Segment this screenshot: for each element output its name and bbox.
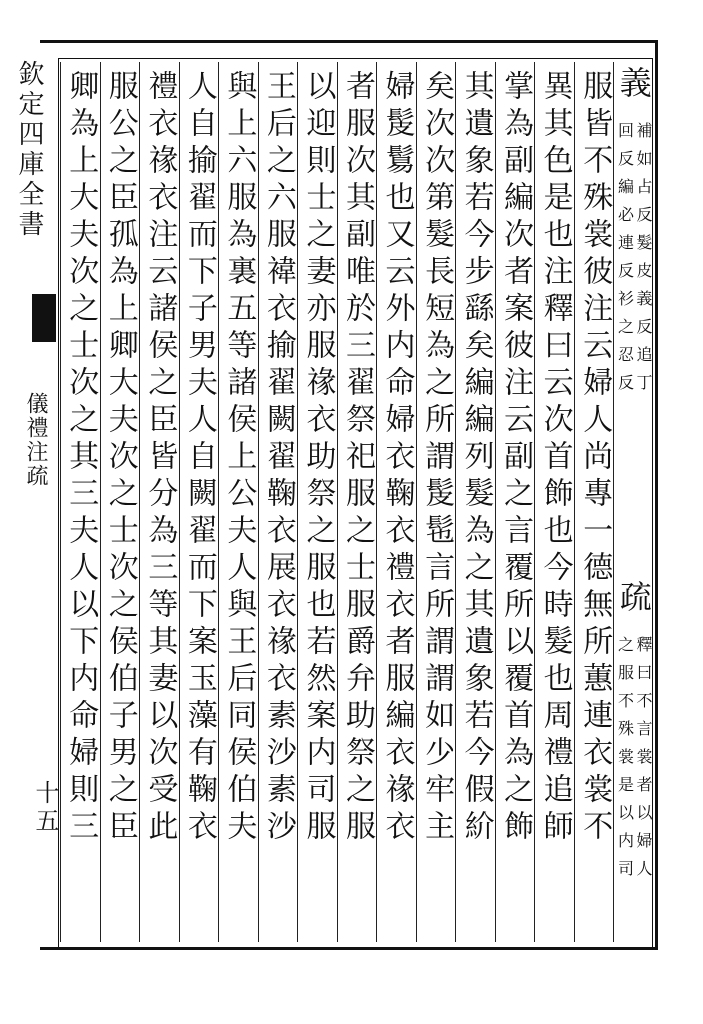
column-text: 婦髲鬄也又云外内命婦衣鞠衣禮衣者服編衣禒衣 [379,70,415,847]
margin-book-title: 儀禮注疏 [23,392,48,488]
column-text: 以迎則士之妻亦服禒衣助祭之服也若然案内司服 [300,70,336,847]
text-column-12 [179,62,219,942]
text-column-7 [376,62,416,942]
text-column-9 [297,62,337,942]
column-text: 禮衣禒衣注云諸侯之臣皆分為三等其妻以次受此 [142,70,178,847]
subnote-right: 補如占反髮皮義反追丁 [633,122,653,402]
column-text: 王后之六服褘衣揄翟闕翟鞠衣展衣禒衣素沙素沙 [260,70,296,847]
column-text: 異其色是也注釋曰云次首飾也今時髮也周禮追師 [537,70,573,847]
tail-subnote-left: 之服不殊裳是以内司 [615,636,635,888]
column-text: 與上六服為裏五等諸侯上公夫人與王后同侯伯夫 [221,70,257,847]
column-text: 人自揄翟而下子男夫人自闕翟而下案玉藻有鞠衣 [181,70,217,847]
column-head-char: 義 [614,66,653,101]
column-text: 矣次次第髮長短為之所謂髲髢言所謂謂如少牢主 [419,70,455,847]
text-column-6 [416,62,456,942]
column-text: 卿為上大夫次之士次之其三夫人以下内命婦則三 [63,70,99,847]
text-column-13 [139,62,179,942]
margin-page-number: 十五 [31,780,59,836]
text-column-15 [60,62,100,942]
fish-tail-marker [32,294,56,342]
margin-series-title: 欽定四庫全書 [14,60,44,240]
subnote-left: 回反編必連反衫之忍反 [615,122,635,402]
text-column-3 [534,62,574,942]
tail-subnote-right: 釋曰不言裳者以婦人 [633,636,653,888]
column-text: 掌為副編次者案彼注云副之言覆所以覆首為之飾 [498,70,534,847]
text-column-1 [613,62,653,942]
text-column-5 [455,62,495,942]
column-text: 者服次其副唯於三翟祭祀服之士服爵弁助祭之服 [339,70,375,847]
text-column-8 [337,62,377,942]
text-column-2 [574,62,614,942]
text-column-10 [258,62,298,942]
column-tail-char: 疏 [614,580,653,615]
text-column-14 [100,62,140,942]
column-text: 服公之臣孤為上卿大夫次之士次之侯伯子男之臣 [102,70,138,847]
text-column-4 [495,62,535,942]
text-column-11 [218,62,258,942]
column-text: 服皆不殊裳彼注云婦人尚專一德無所蕙連衣裳不 [577,70,613,847]
column-text: 其遺象若今步繇矣編編列髮為之其遺象若今假紒 [458,70,494,847]
